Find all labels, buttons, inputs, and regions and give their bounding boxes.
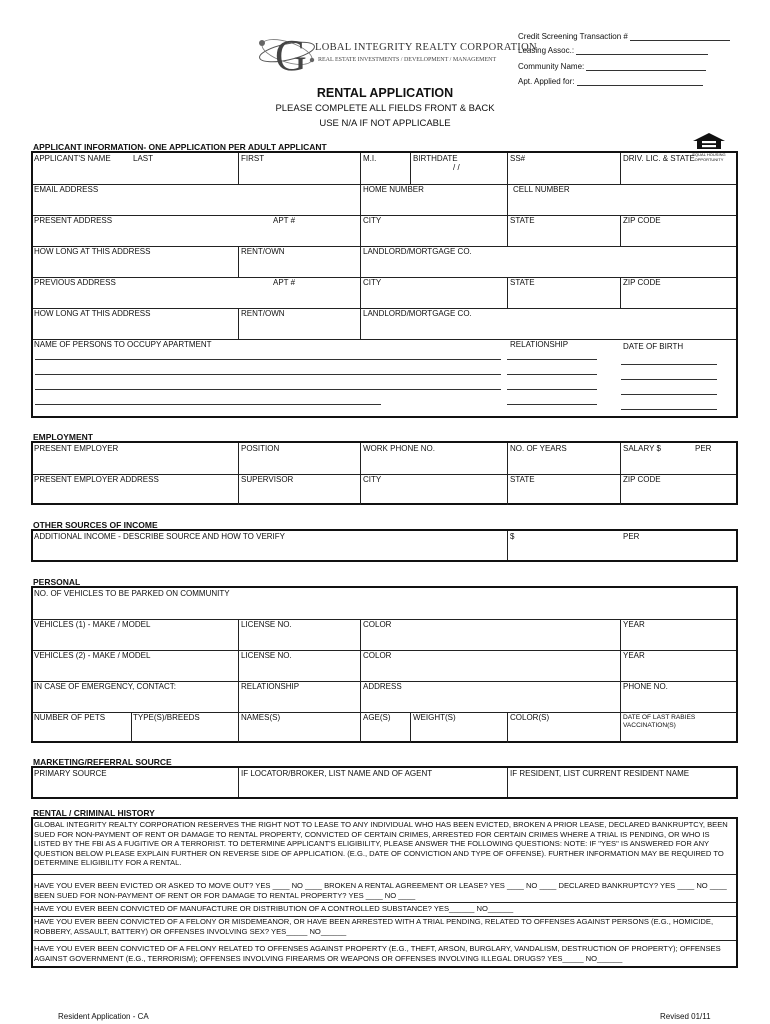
applicant-row-occupants[interactable]: NAME OF PERSONS TO OCCUPY APARTMENT RELATIONSHIP DATE OF BIRTH <box>33 339 736 416</box>
personal-box <box>31 586 738 743</box>
community-name-field[interactable]: Community Name: <box>518 62 706 71</box>
applicant-row-present-address[interactable]: PRESENT ADDRESS APT # CITY STATE ZIP CODE <box>33 215 736 247</box>
personal-row-vehicle-2[interactable]: VEHICLES (2) - MAKE / MODEL LICENSE NO. COLOR YEAR <box>33 650 736 682</box>
personal-row-vehicle-1[interactable]: VEHICLES (1) - MAKE / MODEL LICENSE NO. COLOR YEAR <box>33 619 736 651</box>
company-name: LOBAL INTEGRITY REALTY CORPORATION <box>315 42 537 53</box>
section-employment: EMPLOYMENT <box>33 432 93 442</box>
leasing-assoc-field[interactable]: Leasing Assoc.: <box>518 46 708 55</box>
question-felony-property[interactable]: HAVE YOU EVER BEEN CONVICTED OF A FELONY RELATED TO OFFENSES AGAINST PROPERTY (E.G., THEFT, ARSON, BURGLARY, VANDALISM, DESTRUCTION OF PROPERTY); OFFENSES AGAINST GOVERNMENT (E.G., TERRORISM); OFFENSES INVOLVING FIREARMS OR WEAPONS OR OFFENSES INVOLVING ILLEGAL DRUGS? YES_____ NO______ <box>34 944 721 963</box>
section-applicant: APPLICANT INFORMATION- ONE APPLICATION PER ADULT APPLICANT <box>33 142 327 152</box>
rental-history-box <box>31 817 738 968</box>
form-title: RENTAL APPLICATION <box>316 86 454 100</box>
personal-row-vehicles[interactable]: NO. OF VEHICLES TO BE PARKED ON COMMUNITY <box>33 588 736 620</box>
logo-letter: G <box>275 31 307 76</box>
applicant-row-how-long-1[interactable]: HOW LONG AT THIS ADDRESS RENT/OWN LANDLORD/MORTGAGE CO. <box>33 246 736 278</box>
question-eviction[interactable]: HAVE YOU EVER BEEN EVICTED OR ASKED TO MOVE OUT? YES ____ NO ____ BROKEN A RENTAL AGREEMENT OR LEASE? YES ____ NO ____ DECLARED BANKRUPTCY? YES ____ NO ____ BEEN SUED FOR NON-PAYMENT OF RENT OR FOR DAMAGE TO RENTAL PROPERTY? YES ____ NO ____ <box>33 874 736 903</box>
form-subtitle-1: PLEASE COMPLETE ALL FIELDS FRONT & BACK <box>275 103 495 114</box>
rental-policy: GLOBAL INTEGRITY REALTY CORPORATION RESERVES THE RIGHT NOT TO LEASE TO ANY INDIVIDUAL WHO HAS BEEN EVICTED, BROKEN A PRIOR LEASE, DECLARED BANKRUPTCY, BEEN SUED FOR NON-PAYMENT OF RENT OR DAMAGE TO RENTAL PROPERTY, CONVICTED OF CERTAIN CRIMES, ARRESTED FOR CERTAIN CRIMES WHERE A TRIAL IS PENDING, OR WHO IS LISTED BY THE FBI AS A FUGITIVE OR A TERRORIST. TO DETERMINE APPLICANT'S ELIGIBILITY, PLEASE ANSWER THE FOLLOWING QUESTIONS: NOTE: IF "YES" IS ANSWERED FOR ANY QUESTION BELOW PLEASE EXPLAIN FURTHER ON REVERSE SIDE OF APPLICATION. (E.G., DATE OF CONVICTION AND TYPE OF OFFENSE). FURTHER INFORMATION MAY BE REQUIRED TO DETERMINE ELIGIBILITY FOR A RENTAL. <box>33 819 736 875</box>
question-felony-persons[interactable]: HAVE YOU EVER BEEN CONVICTED OF A FELONY OR MISDEMEANOR, OR HAVE BEEN ARRESTED WITH A TRIAL PENDING, RELATED TO OFFENSES AGAINST PERSONS (E.G., HOMICIDE, ROBBERY, ASSAULT, BATTERY) OR OFFENSES INVOLVING SEX? YES_____ NO______ <box>33 916 736 941</box>
personal-row-emergency[interactable]: IN CASE OF EMERGENCY, CONTACT: RELATIONSHIP ADDRESS PHONE NO. <box>33 681 736 713</box>
applicant-info-box <box>31 151 738 418</box>
company-tagline: REAL ESTATE INVESTMENTS / DEVELOPMENT / MANAGEMENT <box>318 57 497 63</box>
applicant-row-how-long-2[interactable]: HOW LONG AT THIS ADDRESS RENT/OWN LANDLORD/MORTGAGE CO. <box>33 308 736 340</box>
question-controlled-substance[interactable]: HAVE YOU EVER BEEN CONVICTED OF MANUFACTURE OR DISTRIBUTION OF A CONTROLLED SUBSTANCE? YES______ NO______ <box>33 902 736 917</box>
form-subtitle-2: USE N/A IF NOT APPLICABLE <box>319 118 451 129</box>
employment-row-1[interactable]: PRESENT EMPLOYER POSITION WORK PHONE NO. NO. OF YEARS SALARY $ PER <box>33 443 736 475</box>
section-marketing: MARKETING/REFERRAL SOURCE <box>33 757 172 767</box>
section-other-income: OTHER SOURCES OF INCOME <box>33 520 158 530</box>
company-logo <box>255 30 319 76</box>
employment-row-2[interactable]: PRESENT EMPLOYER ADDRESS SUPERVISOR CITY STATE ZIP CODE <box>33 474 736 505</box>
footer-right: Revised 01/11 <box>660 1012 711 1021</box>
section-rental: RENTAL / CRIMINAL HISTORY <box>33 808 155 818</box>
marketing-box[interactable]: PRIMARY SOURCE IF LOCATOR/BROKER, LIST NAME AND OF AGENT IF RESIDENT, LIST CURRENT RESIDENT NAME <box>31 766 738 799</box>
footer-left: Resident Application - CA <box>58 1012 149 1021</box>
applicant-row-contact[interactable]: EMAIL ADDRESS HOME NUMBER CELL NUMBER <box>33 184 736 216</box>
apt-applied-field[interactable]: Apt. Applied for: <box>518 77 703 86</box>
credit-screening-field[interactable]: Credit Screening Transaction # <box>518 32 730 41</box>
applicant-row-name[interactable]: APPLICANT'S NAME LAST FIRST M.I. BIRTHDATE / / SS# DRIV. LIC. & STATE <box>33 153 736 185</box>
employment-box <box>31 441 738 505</box>
applicant-row-previous-address[interactable]: PREVIOUS ADDRESS APT # CITY STATE ZIP CODE <box>33 277 736 309</box>
section-personal: PERSONAL <box>33 577 81 587</box>
equal-housing-text: EQUAL HOUSING OPPORTUNITY <box>692 152 726 162</box>
personal-row-pets[interactable]: NUMBER OF PETS TYPE(S)/BREEDS NAMES(S) AGE(S) WEIGHT(S) COLOR(S) DATE OF LAST RABIES VACCINATION(S) <box>33 712 736 743</box>
other-income-box[interactable]: ADDITIONAL INCOME - DESCRIBE SOURCE AND HOW TO VERIFY $ PER <box>31 529 738 562</box>
